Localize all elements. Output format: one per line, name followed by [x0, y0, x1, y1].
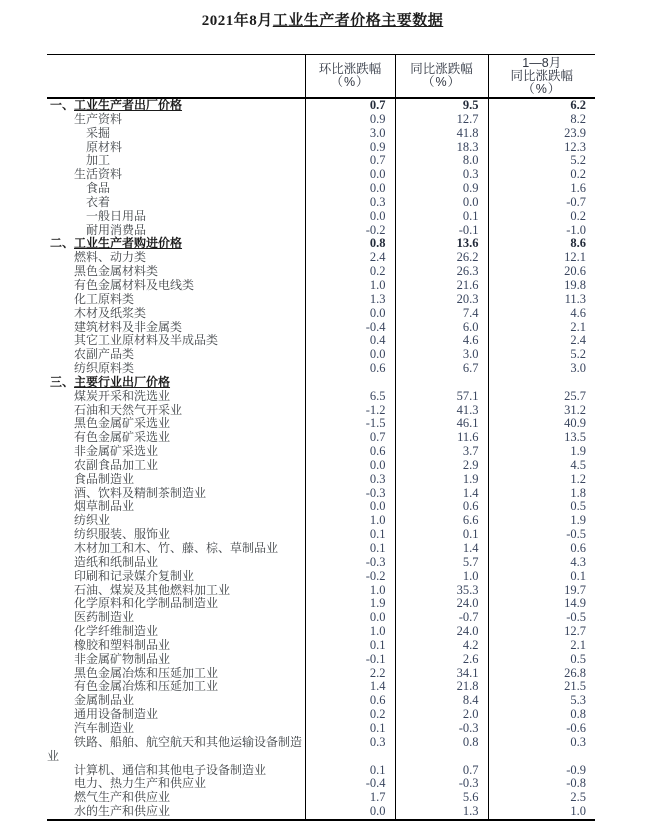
value-cell: 4.5	[488, 459, 595, 473]
row-label-cell	[47, 182, 305, 196]
table-row	[47, 390, 595, 404]
value-cell: 0.9	[395, 182, 488, 196]
value-cell: -1.0	[488, 224, 595, 238]
value-cell: 18.3	[395, 141, 488, 155]
table-body	[47, 98, 595, 820]
value-cell: 1.9	[395, 473, 488, 487]
value-cell: -0.4	[305, 321, 395, 335]
value-cell: 3.7	[395, 445, 488, 459]
value-cell: 0.7	[305, 431, 395, 445]
value-cell: 24.0	[395, 625, 488, 639]
value-cell: 26.3	[395, 265, 488, 279]
value-cell: -1.2	[305, 404, 395, 418]
table-row	[47, 265, 595, 279]
row-label-cell	[47, 736, 305, 764]
page-title-link[interactable]: 工业生产者价格主要数据	[272, 13, 444, 29]
row-label: 原材料	[86, 139, 123, 154]
value-cell: -0.3	[395, 777, 488, 791]
section-link[interactable]: 工业生产者出厂价格	[74, 98, 183, 112]
value-cell: -1.5	[305, 417, 395, 431]
value-cell: 2.2	[305, 667, 395, 681]
table-row	[47, 362, 595, 376]
value-cell: 0.0	[305, 182, 395, 196]
value-cell: 2.9	[395, 459, 488, 473]
row-label-cell	[47, 459, 305, 473]
row-label: 生活资料	[74, 167, 123, 182]
header-empty	[47, 55, 305, 99]
table-row	[47, 168, 595, 182]
value-cell: -0.6	[488, 722, 595, 736]
value-cell: 0.3	[305, 473, 395, 487]
value-cell: 4.3	[488, 556, 595, 570]
table-row	[47, 708, 595, 722]
value-cell: 5.2	[488, 154, 595, 168]
section-prefix: 二、	[50, 236, 75, 251]
section-link[interactable]: 主要行业出厂价格	[74, 374, 171, 389]
value-cell: 12.1	[488, 251, 595, 265]
value-cell: 12.7	[395, 113, 488, 127]
row-label-cell	[47, 210, 305, 224]
value-cell: 0.0	[305, 348, 395, 362]
table-row	[47, 445, 595, 459]
value-cell: 2.4	[488, 334, 595, 348]
value-cell: 0.1	[488, 570, 595, 584]
header-ytd: 1—8月 同比涨跌幅 （%）	[488, 55, 595, 99]
row-label: 非金属矿采选业	[74, 444, 159, 459]
value-cell: 20.6	[488, 265, 595, 279]
value-cell: 5.7	[395, 556, 488, 570]
row-label: 黑色金属冶炼和压延加工业	[74, 665, 219, 680]
value-cell: 1.6	[488, 182, 595, 196]
table-row	[47, 182, 595, 196]
value-cell	[395, 376, 488, 390]
value-cell: 0.0	[305, 459, 395, 473]
value-cell: 1.4	[395, 487, 488, 501]
row-label: 化学原料和化学制品制造业	[74, 596, 219, 611]
value-cell: 0.6	[305, 694, 395, 708]
value-cell: -0.9	[488, 764, 595, 778]
value-cell: -0.8	[488, 777, 595, 791]
value-cell: 2.1	[488, 321, 595, 335]
value-cell: 1.0	[305, 625, 395, 639]
row-label-cell	[47, 348, 305, 362]
table-row	[47, 307, 595, 321]
row-label-cell	[47, 98, 305, 113]
row-label-cell	[47, 625, 305, 639]
value-cell: 21.8	[395, 680, 488, 694]
value-cell: 57.1	[395, 390, 488, 404]
value-cell: 0.2	[488, 168, 595, 182]
value-cell: 3.0	[488, 362, 595, 376]
row-label: 木材及纸浆类	[74, 305, 147, 320]
row-label: 水的生产和供应业	[74, 804, 171, 819]
value-cell: 0.0	[305, 611, 395, 625]
value-cell: 0.3	[488, 736, 595, 764]
row-label: 化工原料类	[74, 291, 135, 306]
value-cell: 1.4	[395, 542, 488, 556]
row-label: 电力、热力生产和供应业	[74, 776, 207, 791]
row-label: 造纸和纸制品业	[74, 554, 159, 569]
value-cell: 0.3	[395, 168, 488, 182]
value-cell: 0.1	[305, 528, 395, 542]
header-row	[47, 55, 595, 99]
row-label-cell	[47, 307, 305, 321]
value-cell: 4.2	[395, 639, 488, 653]
row-label: 酒、饮料及精制茶制造业	[74, 485, 207, 500]
value-cell: 0.2	[305, 708, 395, 722]
row-label: 农副产品类	[74, 347, 135, 362]
row-label: 燃料、动力类	[74, 250, 147, 265]
value-cell: 3.0	[305, 127, 395, 141]
value-cell: 14.9	[488, 597, 595, 611]
section-link[interactable]: 工业生产者购进价格	[74, 236, 183, 251]
value-cell: -0.1	[305, 653, 395, 667]
row-label-cell	[47, 445, 305, 459]
value-cell: 0.5	[488, 500, 595, 514]
value-cell: 11.6	[395, 431, 488, 445]
value-cell	[305, 376, 395, 390]
value-cell: 23.9	[488, 127, 595, 141]
row-label: 纺织服装、服饰业	[74, 527, 171, 542]
value-cell: 1.0	[305, 514, 395, 528]
header-mom: 环比涨跌幅 （%）	[305, 55, 395, 99]
value-cell: 5.6	[395, 791, 488, 805]
row-label: 一般日用品	[86, 208, 147, 223]
value-cell: 0.7	[395, 764, 488, 778]
row-label: 有色金属冶炼和压延加工业	[74, 679, 219, 694]
table-row	[47, 653, 595, 667]
value-cell: 0.8	[488, 708, 595, 722]
table-row	[47, 528, 595, 542]
value-cell: 1.0	[305, 279, 395, 293]
row-label-cell	[47, 127, 305, 141]
row-label-cell	[47, 168, 305, 182]
value-cell: 8.4	[395, 694, 488, 708]
value-cell: 0.2	[305, 265, 395, 279]
value-cell: 26.8	[488, 667, 595, 681]
price-data-table	[47, 54, 595, 821]
row-label: 加工	[86, 153, 111, 168]
row-label: 汽车制造业	[74, 720, 135, 735]
row-label-cell	[47, 500, 305, 514]
row-label: 通用设备制造业	[74, 707, 159, 722]
row-label: 石油、煤炭及其他燃料加工业	[74, 582, 231, 597]
row-label-cell	[47, 791, 305, 805]
table-row	[47, 611, 595, 625]
value-cell: 5.2	[488, 348, 595, 362]
row-label-cell	[47, 611, 305, 625]
value-cell: 6.7	[395, 362, 488, 376]
value-cell: 41.8	[395, 127, 488, 141]
row-label-cell	[47, 556, 305, 570]
table-row	[47, 722, 595, 736]
value-cell: 25.7	[488, 390, 595, 404]
row-label: 金属制品业	[74, 693, 135, 708]
value-cell: 1.9	[488, 445, 595, 459]
table-row	[47, 196, 595, 210]
value-cell: 1.3	[395, 805, 488, 820]
value-cell: -0.5	[488, 528, 595, 542]
row-label-cell	[47, 196, 305, 210]
row-label: 非金属矿物制品业	[74, 651, 171, 666]
row-label: 石油和天然气开采业	[74, 402, 183, 417]
value-cell: 20.3	[395, 293, 488, 307]
row-label: 计算机、通信和其他电子设备制造业	[74, 762, 267, 777]
value-cell: 4.6	[395, 334, 488, 348]
row-label: 铁路、船舶、航空航天和其他运输设备制造业	[47, 734, 303, 763]
row-label: 有色金属矿采选业	[74, 430, 171, 445]
table-row	[47, 791, 595, 805]
value-cell: 0.5	[488, 653, 595, 667]
value-cell: -0.3	[395, 722, 488, 736]
row-label-cell	[47, 265, 305, 279]
table-row	[47, 459, 595, 473]
value-cell: 0.1	[305, 722, 395, 736]
value-cell: 1.0	[305, 584, 395, 598]
value-cell: 0.1	[395, 528, 488, 542]
row-label: 烟草制品业	[74, 499, 135, 514]
section-prefix: 一、	[50, 98, 75, 112]
value-cell: 5.3	[488, 694, 595, 708]
value-cell: 0.0	[305, 500, 395, 514]
row-label: 其它工业原材料及半成品类	[74, 333, 219, 348]
value-cell: 0.8	[395, 736, 488, 764]
row-label: 耐用消费品	[86, 222, 147, 237]
row-label: 木材加工和木、竹、藤、棕、草制品业	[74, 541, 279, 555]
value-cell: 2.1	[488, 639, 595, 653]
value-cell: 41.3	[395, 404, 488, 418]
table-row	[47, 639, 595, 653]
value-cell: 2.6	[395, 653, 488, 667]
value-cell: 0.7	[305, 98, 395, 113]
table-row	[47, 293, 595, 307]
value-cell: 35.3	[395, 584, 488, 598]
value-cell: 1.8	[488, 487, 595, 501]
row-label: 煤炭开采和洗选业	[74, 388, 171, 403]
section-prefix: 三、	[50, 374, 75, 389]
row-label-cell	[47, 293, 305, 307]
value-cell: 34.1	[395, 667, 488, 681]
value-cell: 3.0	[395, 348, 488, 362]
value-cell: -0.7	[395, 611, 488, 625]
row-label: 黑色金属材料类	[74, 264, 159, 279]
value-cell: -0.3	[305, 487, 395, 501]
table-row	[47, 736, 595, 764]
value-cell: 4.6	[488, 307, 595, 321]
value-cell: 0.3	[305, 736, 395, 764]
table-row	[47, 473, 595, 487]
value-cell: 2.5	[488, 791, 595, 805]
row-label: 有色金属材料及电线类	[74, 277, 195, 292]
row-label-cell	[47, 708, 305, 722]
value-cell: 0.6	[305, 445, 395, 459]
row-label-cell	[47, 653, 305, 667]
value-cell: 0.9	[305, 141, 395, 155]
table-row	[47, 542, 595, 556]
table-row	[47, 98, 595, 113]
table-row	[47, 154, 595, 168]
row-label: 纺织原料类	[74, 361, 135, 376]
value-cell: 12.7	[488, 625, 595, 639]
value-cell: 0.2	[488, 210, 595, 224]
table-row	[47, 376, 595, 390]
value-cell: 21.5	[488, 680, 595, 694]
value-cell: 0.1	[305, 542, 395, 556]
row-label: 医药制造业	[74, 610, 135, 625]
row-label-cell	[47, 362, 305, 376]
value-cell: 26.2	[395, 251, 488, 265]
value-cell: 40.9	[488, 417, 595, 431]
table-row	[47, 570, 595, 584]
value-cell: -0.7	[488, 196, 595, 210]
row-label-cell	[47, 639, 305, 653]
value-cell: 0.0	[305, 210, 395, 224]
row-label: 采掘	[86, 125, 111, 140]
value-cell: 19.7	[488, 584, 595, 598]
value-cell: -0.4	[305, 777, 395, 791]
row-label-cell	[47, 528, 305, 542]
row-label: 食品	[86, 181, 111, 196]
row-label: 燃气生产和供应业	[74, 790, 171, 805]
value-cell: 0.6	[488, 542, 595, 556]
row-label: 橡胶和塑料制品业	[74, 637, 171, 652]
value-cell	[488, 376, 595, 390]
value-cell: 19.8	[488, 279, 595, 293]
row-label: 建筑材料及非金属类	[74, 319, 183, 334]
table-row	[47, 625, 595, 639]
value-cell: 8.0	[395, 154, 488, 168]
value-cell: 46.1	[395, 417, 488, 431]
row-label-cell	[47, 376, 305, 390]
table-row	[47, 805, 595, 820]
value-cell: -0.2	[305, 570, 395, 584]
table-row	[47, 556, 595, 570]
value-cell: 6.2	[488, 98, 595, 113]
value-cell: 6.6	[395, 514, 488, 528]
table-row	[47, 210, 595, 224]
value-cell: 0.6	[305, 362, 395, 376]
value-cell: 0.4	[305, 334, 395, 348]
row-label-cell	[47, 722, 305, 736]
row-label-cell	[47, 542, 305, 556]
value-cell: 0.0	[305, 168, 395, 182]
table-row	[47, 279, 595, 293]
value-cell: 9.5	[395, 98, 488, 113]
row-label: 黑色金属矿采选业	[74, 416, 171, 431]
value-cell: 0.0	[305, 307, 395, 321]
value-cell: 0.9	[305, 113, 395, 127]
row-label: 食品制造业	[74, 471, 135, 486]
row-label: 生产资料	[74, 111, 123, 126]
value-cell: -0.5	[488, 611, 595, 625]
value-cell: -0.1	[395, 224, 488, 238]
table-row	[47, 500, 595, 514]
value-cell: 1.2	[488, 473, 595, 487]
value-cell: 1.0	[395, 570, 488, 584]
value-cell: 7.4	[395, 307, 488, 321]
table-row	[47, 141, 595, 155]
value-cell: 31.2	[488, 404, 595, 418]
value-cell: 0.7	[305, 154, 395, 168]
row-label: 化学纤维制造业	[74, 624, 159, 639]
value-cell: 13.6	[395, 237, 488, 251]
row-label-cell	[47, 570, 305, 584]
value-cell: 8.2	[488, 113, 595, 127]
value-cell: 0.1	[305, 639, 395, 653]
value-cell: 1.9	[488, 514, 595, 528]
value-cell: 0.0	[395, 196, 488, 210]
row-label-cell	[47, 390, 305, 404]
value-cell: -0.2	[305, 224, 395, 238]
row-label: 印刷和记录媒介复制业	[74, 568, 195, 583]
value-cell: 2.0	[395, 708, 488, 722]
value-cell: 0.6	[395, 500, 488, 514]
row-label-cell	[47, 113, 305, 127]
value-cell: 1.4	[305, 680, 395, 694]
value-cell: 13.5	[488, 431, 595, 445]
value-cell: 1.7	[305, 791, 395, 805]
row-label: 纺织业	[74, 513, 111, 528]
value-cell: 6.0	[395, 321, 488, 335]
value-cell: 12.3	[488, 141, 595, 155]
header-yoy: 同比涨跌幅 （%）	[395, 55, 488, 99]
value-cell: 8.6	[488, 237, 595, 251]
row-label-cell	[47, 279, 305, 293]
page-title	[0, 9, 645, 30]
value-cell: 1.9	[305, 597, 395, 611]
value-cell: 0.0	[305, 805, 395, 820]
value-cell: 21.6	[395, 279, 488, 293]
value-cell: 0.1	[395, 210, 488, 224]
table-row	[47, 127, 595, 141]
row-label: 农副食品加工业	[74, 457, 159, 472]
value-cell: 0.3	[305, 196, 395, 210]
table-row	[47, 113, 595, 127]
value-cell: 11.3	[488, 293, 595, 307]
value-cell: 6.5	[305, 390, 395, 404]
value-cell: 1.3	[305, 293, 395, 307]
value-cell: 2.4	[305, 251, 395, 265]
page-title-prefix: 2021年8月	[201, 13, 273, 29]
value-cell: 0.1	[305, 764, 395, 778]
row-label-cell	[47, 805, 305, 820]
value-cell: 0.8	[305, 237, 395, 251]
value-cell: 1.0	[488, 805, 595, 820]
value-cell: -0.3	[305, 556, 395, 570]
row-label-cell	[47, 473, 305, 487]
table-row	[47, 348, 595, 362]
row-label: 衣着	[86, 194, 111, 209]
value-cell: 24.0	[395, 597, 488, 611]
